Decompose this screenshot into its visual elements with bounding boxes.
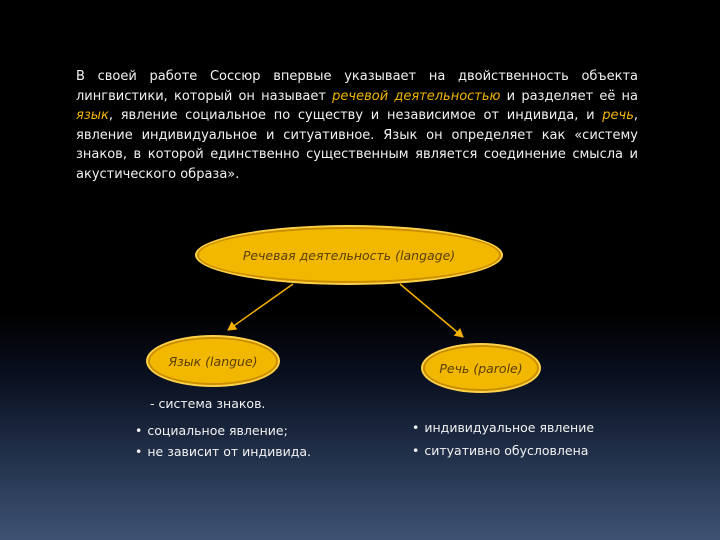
para-text-2: и разделяет её на — [500, 88, 638, 104]
bullet-icon: • — [135, 423, 143, 438]
term-speech-activity: речевой деятельностью — [332, 88, 501, 104]
node-speech-activity-label: Речевая деятельность (langage) — [242, 247, 456, 263]
language-item — [135, 423, 288, 438]
term-language: язык — [76, 108, 109, 123]
para-text-1: В своей работе Соссюр впервые указывает на двойственность объекта лингвистики, который он называет — [76, 69, 638, 104]
bullet-icon: • — [412, 443, 420, 458]
para-text-4: , явление индивидуальное и ситуативное. Язык он определяет как «систему знаков, в которой единственно существенным является соединение смысла и акустического образа». — [76, 108, 638, 182]
speech-item — [412, 443, 588, 458]
arrow-to-speech — [400, 284, 463, 337]
language-item — [135, 444, 311, 459]
speech-item — [412, 420, 594, 435]
para-text-3: , явление социальное по существу и независимое от индивида, и — [108, 108, 603, 123]
node-language-label: Язык (langue) — [168, 353, 258, 369]
term-speech: речь — [602, 108, 634, 123]
speech-item-label: ситуативно обусловлена — [424, 443, 589, 458]
language-item-label: социальное явление; — [147, 423, 288, 438]
language-caption: - система знаков. — [150, 396, 266, 411]
speech-item-label: индивидуальное явление — [424, 420, 595, 435]
bullet-icon: • — [412, 420, 420, 435]
node-speech-label: Речь (parole) — [439, 360, 523, 376]
bullet-icon: • — [135, 444, 143, 459]
node-speech — [423, 345, 539, 391]
node-language — [148, 337, 278, 385]
node-speech-activity — [197, 227, 501, 283]
arrow-to-language — [228, 284, 293, 330]
language-item-label: не зависит от индивида. — [147, 444, 311, 459]
